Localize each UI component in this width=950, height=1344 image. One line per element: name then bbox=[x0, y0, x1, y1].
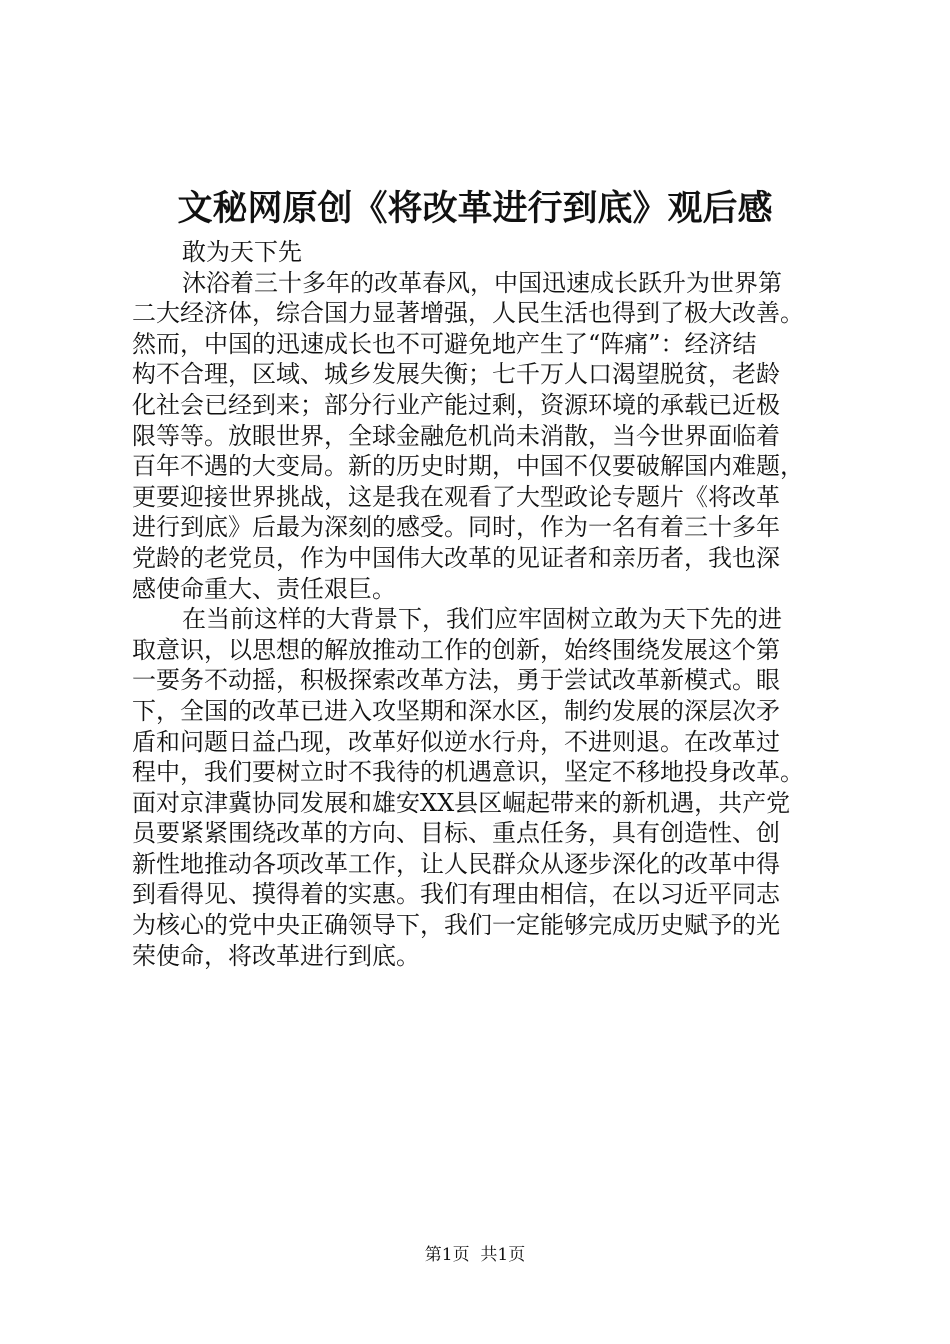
body-line: 化社会已经到来；部分行业产能过剩，资源环境的承载已近极 bbox=[132, 390, 780, 419]
body-line: 在当前这样的大背景下，我们应牢固树立敢为天下先的进 bbox=[182, 605, 782, 634]
body-line: 下，全国的改革已进入攻坚期和深水区，制约发展的深层次矛 bbox=[132, 696, 780, 725]
body-line: 新性地推动各项改革工作，让人民群众从逐步深化的改革中得 bbox=[132, 849, 780, 878]
page-footer: 第1页 共1页 bbox=[424, 1245, 526, 1265]
body-line: 荣使命，将改革进行到底。 bbox=[132, 941, 420, 970]
body-line: 到看得见、摸得着的实惠。我们有理由相信，在以习近平同志 bbox=[132, 880, 780, 909]
body-line: 党龄的老党员，作为中国伟大改革的见证者和亲历者，我也深 bbox=[132, 543, 780, 572]
body-line: 取意识，以思想的解放推动工作的创新，始终围绕发展这个第 bbox=[132, 635, 780, 664]
body-line: 构不合理，区域、城乡发展失衡；七千万人口渴望脱贫，老龄 bbox=[132, 360, 780, 389]
body-line: 进行到底》后最为深刻的感受。同时，作为一名有着三十多年 bbox=[132, 513, 780, 542]
body-line: 敢为天下先 bbox=[182, 238, 302, 266]
body-line: 更要迎接世界挑战，这是我在观看了大型政论专题片《将改革 bbox=[132, 482, 780, 511]
body-line: 沐浴着三十多年的改革春风，中国迅速成长跃升为世界第 bbox=[182, 268, 782, 297]
document-body bbox=[132, 237, 850, 971]
body-line: 员要紧紧围绕改革的方向、目标、重点任务，具有创造性、创 bbox=[132, 819, 780, 848]
document-title: 文秘网原创《将改革进行到底》观后感 bbox=[177, 188, 773, 229]
body-line: 一要务不动摇，积极探索改革方法，勇于尝试改革新模式。眼 bbox=[132, 666, 780, 695]
body-line: 然而，中国的迅速成长也不可避免地产生了“阵痛”：经济结 bbox=[132, 329, 757, 358]
body-line: 二大经济体，综合国力显著增强，人民生活也得到了极大改善。 bbox=[132, 299, 804, 328]
body-line: 程中，我们要树立时不我待的机遇意识，坚定不移地投身改革。 bbox=[132, 758, 804, 787]
body-line: 限等等。放眼世界，全球金融危机尚未消散，当今世界面临着 bbox=[132, 421, 780, 450]
body-line: 感使命重大、责任艰巨。 bbox=[132, 574, 396, 603]
body-line: 为核心的党中央正确领导下，我们一定能够完成历史赋予的光 bbox=[132, 911, 780, 940]
body-line: 盾和问题日益凸现，改革好似逆水行舟，不进则退。在改革过 bbox=[132, 727, 780, 756]
body-line: 面对京津冀协同发展和雄安XX县区崛起带来的新机遇，共产党 bbox=[132, 788, 791, 817]
body-line: 百年不遇的大变局。新的历史时期，中国不仅要破解国内难题， bbox=[132, 452, 804, 481]
